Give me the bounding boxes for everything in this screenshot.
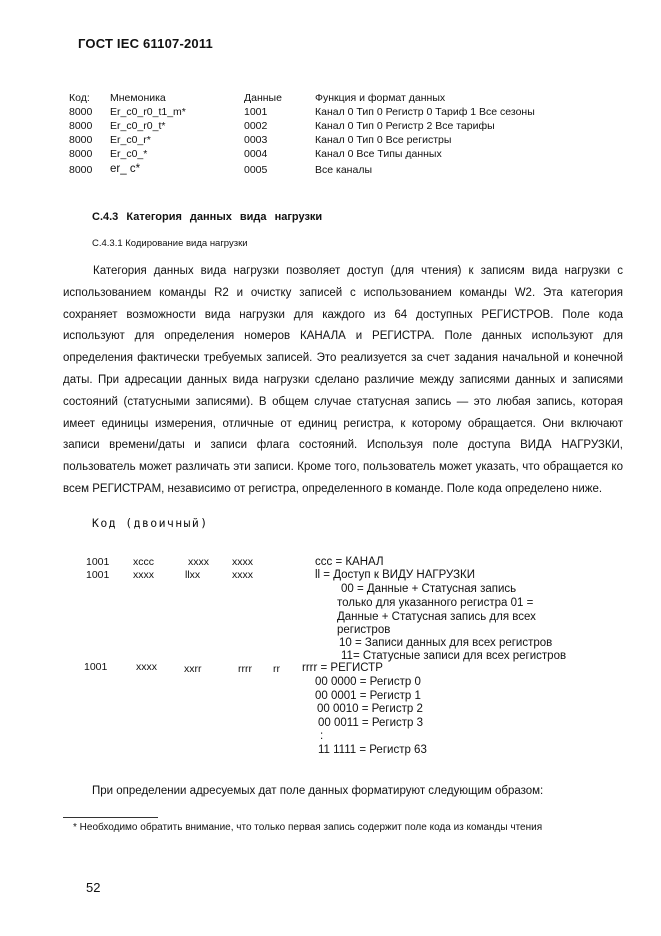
code-field: xxrr [184, 663, 202, 675]
code-description: ccc = КАНАЛ [315, 556, 384, 568]
cell-code: 8000 [69, 164, 93, 176]
code-description-line: 10 = Записи данных для всех регистров [339, 637, 553, 649]
cell-data: 0004 [244, 148, 268, 160]
body-paragraph [63, 261, 623, 501]
cell-code: 8000 [69, 120, 93, 132]
code-description-line: 00 0011 = Регистр 3 [318, 717, 424, 729]
code-description-line: 00 0000 = Регистр 0 [315, 676, 421, 688]
code-field: rr [273, 663, 280, 675]
code-description-line: 11= Статусные записи для всех регистров [341, 650, 567, 662]
cell-mnemonic: Er_c0_* [110, 148, 148, 160]
code-field: rrrr [238, 663, 252, 675]
code-field: 1001 [86, 569, 110, 581]
cell-mnemonic: er_ c* [110, 163, 141, 175]
code-field: xxxx [188, 556, 209, 568]
code-description: ll = Доступ к ВИДУ НАГРУЗКИ [315, 569, 476, 581]
cell-function: Канал 0 Тип 0 Регистр 2 Все тарифы [315, 120, 495, 132]
document-header: ГОСТ IEC 61107-2011 [78, 36, 213, 51]
cell-code: 8000 [69, 148, 93, 160]
column-header-mnemonic: Мнемоника [110, 92, 166, 104]
code-field: xxxx [232, 556, 253, 568]
code-description-line: 00 = Данные + Статусная запись [341, 583, 517, 595]
code-description: rrrr = РЕГИСТР [302, 662, 383, 674]
cell-function: Все каналы [315, 164, 372, 176]
column-header-function: Функция и формат данных [315, 92, 446, 104]
cell-mnemonic: Er_c0_r0_t* [110, 120, 166, 132]
code-field: 1001 [86, 556, 110, 568]
cell-code: 8000 [69, 134, 93, 146]
code-field: xxxx [136, 661, 157, 673]
binary-code-label: Код (двоичный) [92, 516, 209, 530]
section-heading: С.4.3 Категория данных вида нагрузки [92, 211, 323, 223]
code-field: 1001 [84, 661, 108, 673]
code-description-line: : [320, 730, 324, 742]
code-description-line: регистров [337, 624, 391, 636]
code-field: xxxx [133, 569, 154, 581]
code-description-line: только для указанного регистра 01 = [337, 597, 534, 609]
subsection-heading: С.4.3.1 Кодирование вида нагрузки [92, 238, 248, 249]
cell-data: 0002 [244, 120, 268, 132]
column-header-code: Код: [69, 92, 90, 104]
cell-function: Канал 0 Тип 0 Регистр 0 Тариф 1 Все сезоны [315, 106, 535, 118]
code-field: xxxx [232, 569, 253, 581]
cell-function: Канал 0 Все Типы данных [315, 148, 442, 160]
code-field: xccc [133, 556, 154, 568]
cell-function: Канал 0 Тип 0 Все регистры [315, 134, 452, 146]
cell-data: 0003 [244, 134, 268, 146]
column-header-data: Данные [244, 92, 282, 104]
cell-data: 0005 [244, 164, 268, 176]
cell-mnemonic: Er_c0_r* [110, 134, 151, 146]
cell-mnemonic: Er_c0_r0_t1_m* [110, 106, 186, 118]
footnote: * Необходимо обратить внимание, что только первая запись содержит поле кода из команды чтения [73, 822, 543, 833]
cell-data: 1001 [244, 106, 268, 118]
code-description-line: 00 0001 = Регистр 1 [315, 690, 421, 702]
cell-code: 8000 [69, 106, 93, 118]
page-number: 52 [86, 880, 101, 895]
paragraph-text: Категория данных вида нагрузки позволяет доступ (для чтения) к записям вида нагрузки с использованием команды R2 и очистку записей с использованием команды W2. Эта категория сохраняет возможности вида нагрузки для каждого из 64 доступных РЕГИСТРОВ. Поле кода используют для определения номеров КАНАЛА и РЕГИСТРА. Поле данных используют для определения фактически требуемых записей. Это реализуется за счет задания начальной и конечной даты. При адресации данных вида нагрузки сделано различие между записями данных и записями состояний (статусными записями). В общем случае статусная запись — это любая запись, которая имеет единицы измерения, отличные от единиц регистра, к которому обращается. Они включают записи времени/даты и записи флага состояний. Используя поле доступа ВИДА НАГРУЗКИ, пользователь может различать эти записи. Кроме того, пользователь может указать, что обращается ко всем РЕГИСТРАМ, независимо от регистра, определенного в команде. Поле кода определено ниже. [63, 265, 623, 495]
code-field: llxx [185, 569, 201, 581]
footnote-divider [63, 817, 158, 818]
closing-sentence: При определении адресуемых дат поле данных форматируют следующим образом: [92, 785, 544, 797]
code-description-line: Данные + Статусная запись для всех [337, 611, 536, 623]
code-description-line: 00 0010 = Регистр 2 [317, 703, 423, 715]
code-description-line: 11 1111 = Регистр 63 [318, 744, 427, 756]
